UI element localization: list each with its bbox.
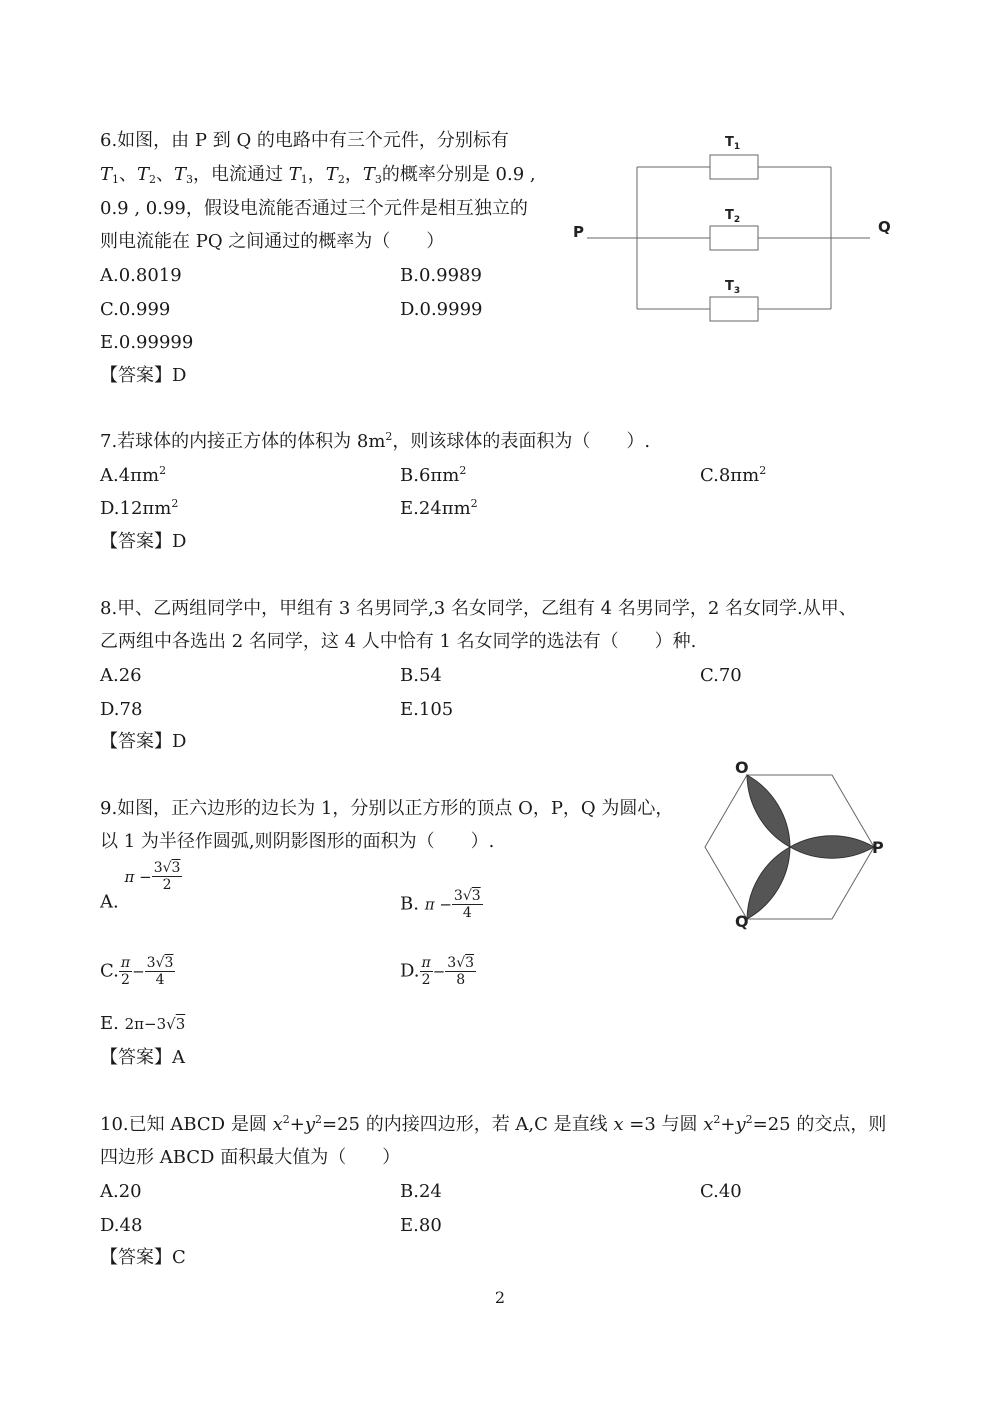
q8-answer: 【答案】D xyxy=(100,731,187,752)
resistor-t2 xyxy=(710,226,758,250)
q8-option-b: B.54 xyxy=(400,665,442,686)
q10-answer: 【答案】C xyxy=(100,1247,186,1268)
q6-line2: $T_1$、$T_2$、$T_3$，电流通过 $T_1$，$T_2$，$T_3$的概率分别是 0.9 , xyxy=(100,164,536,186)
q9-option-b: B. π − $\frac{3√3}{4}$ xyxy=(400,888,481,921)
q6-line4: 则电流能在 PQ 之间通过的概率为（ ） xyxy=(100,231,445,252)
page-number: 2 xyxy=(494,1288,506,1307)
q10-option-e: E.80 xyxy=(400,1215,442,1236)
petal-p xyxy=(790,836,874,859)
q10-option-b: B.24 xyxy=(400,1181,442,1202)
q6-line3: 0.9 , 0.99，假设电流能否通过三个元件是相互独立的 xyxy=(100,198,528,219)
q6-option-b: B.0.9989 xyxy=(400,265,482,286)
q8-line1: 8.甲、乙两组同学中，甲组有 3 名男同学,3 名女同学，乙组有 4 名男同学，2 名女同学.从甲、 xyxy=(100,598,857,619)
q6-option-e: E.0.99999 xyxy=(100,332,194,353)
petal-q xyxy=(747,847,790,919)
q7-option-a: $A.4\pi m^2$ xyxy=(100,464,167,486)
hexagon-diagram xyxy=(700,755,900,935)
q10-option-d: D.48 xyxy=(100,1215,143,1236)
label-p: P xyxy=(573,223,584,241)
q6-answer: 【答案】D xyxy=(100,365,187,386)
label-t1: $T_1$ xyxy=(725,135,741,152)
circuit-diagram xyxy=(565,125,905,330)
q8-option-c: C.70 xyxy=(700,665,742,686)
q6-option-a: A.0.8019 xyxy=(100,265,182,286)
resistor-t3 xyxy=(710,297,758,321)
label-t2: $T_2$ xyxy=(725,208,741,225)
q7-option-e: $E.24\pi m^2$ xyxy=(400,497,478,519)
q7-answer: 【答案】D xyxy=(100,531,187,552)
q7-option-c: $C.8\pi m^2$ xyxy=(700,464,767,486)
q6-option-d: D.0.9999 xyxy=(400,299,483,320)
q7-option-d: $D.12\pi m^2$ xyxy=(100,497,179,519)
q10-option-c: C.40 xyxy=(700,1181,742,1202)
q9-option-d: D. $\frac{\pi}{2}$ − $\frac{3√3}{8}$ xyxy=(400,955,475,988)
q6-option-c: C.0.999 xyxy=(100,299,171,320)
petal-o xyxy=(747,775,790,847)
q8-line2: 乙两组中各选出 2 名同学，这 4 人中恰有 1 名女同学的选法有（ ）种. xyxy=(100,631,697,652)
q9-option-c: C. $\frac{\pi}{2}$ − $\frac{3√3}{4}$ xyxy=(100,955,174,988)
q9-answer: 【答案】A xyxy=(100,1047,185,1068)
label-o: O xyxy=(735,758,749,777)
q10-line1: 10.已知 ABCD 是圆 $x^2+y^2=25$ 的内接四边形，若 A,C 是直线 x =3 与圆 $x^2+y^2=25$ 的交点，则 xyxy=(100,1113,887,1135)
q7-line1: 7.若球体的内接正方体的体积为 $8m^2$，则该球体的表面积为（ ）. xyxy=(100,430,651,452)
label-p: P xyxy=(872,838,884,857)
resistor-t1 xyxy=(710,155,758,179)
q9-line2: 以 1 为半径作圆弧,则阴影图形的面积为（ ）. xyxy=(100,831,495,852)
q8-option-a: A.26 xyxy=(100,665,142,686)
q8-option-d: D.78 xyxy=(100,699,143,720)
label-q: Q xyxy=(735,912,749,931)
label-q: Q xyxy=(878,218,891,236)
q10-line2: 四边形 ABCD 面积最大值为（ ） xyxy=(100,1147,401,1168)
q8-option-e: E.105 xyxy=(400,699,454,720)
label-t3: $T_3$ xyxy=(725,279,741,296)
q9-option-e: E. 2π−3√3 xyxy=(100,1013,186,1034)
q7-option-b: $B.6\pi m^2$ xyxy=(400,464,467,486)
q10-option-a: A.20 xyxy=(100,1181,142,1202)
q6-line1: 6.如图，由 P 到 Q 的电路中有三个元件，分别标有 xyxy=(100,130,509,151)
q9-line1: 9.如图，正六边形的边长为 1，分别以正方形的顶点 O，P，Q 为圆心， xyxy=(100,798,674,819)
q9-option-a: A. $^{\pi -}$ $\frac{3√3}{2}$ xyxy=(100,860,181,913)
